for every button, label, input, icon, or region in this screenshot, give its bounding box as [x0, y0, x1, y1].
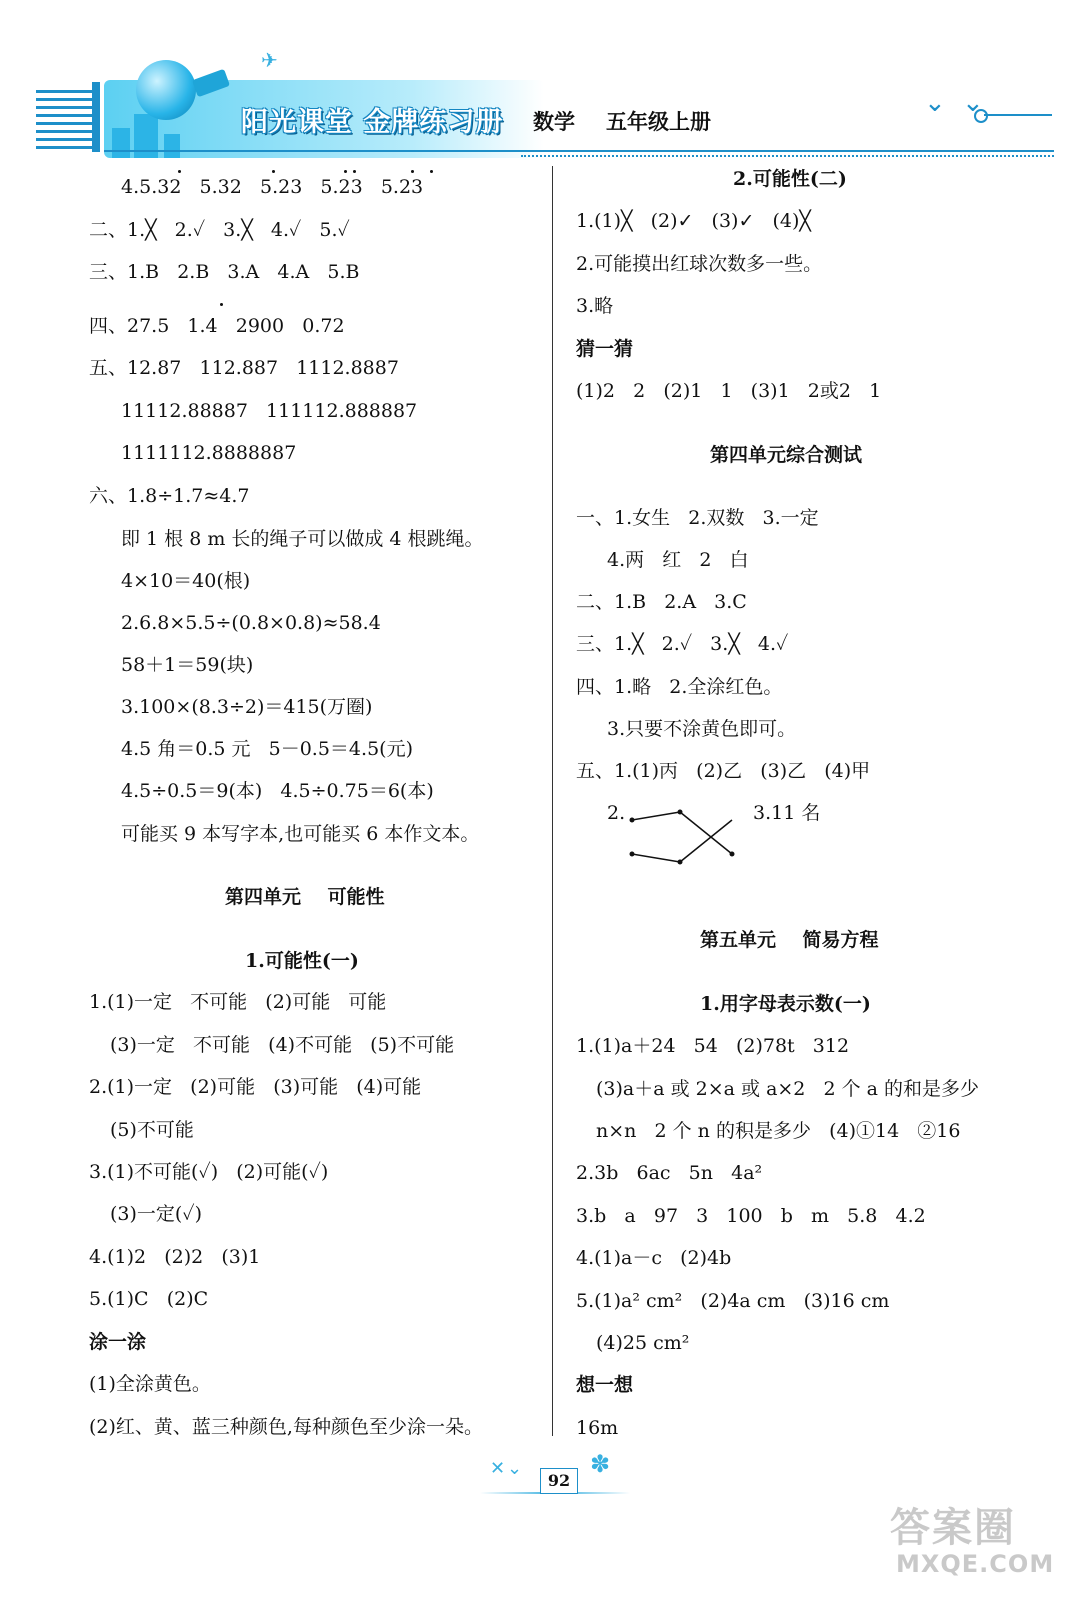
answer-line: 1111112.8888887 [121, 442, 297, 464]
section-heading: 1.用字母表示数(一) [700, 993, 871, 1015]
answer-line: (1)全涂黄色。 [89, 1373, 211, 1395]
globe-icon [136, 60, 196, 120]
answer-line: 二、1.B 2.A 3.C [576, 591, 747, 613]
ring-icon [974, 109, 988, 123]
watermark-text: 答案圈 [890, 1505, 1016, 1551]
answer-line: 3.b a 97 3 100 b m 5.8 4.2 [576, 1205, 926, 1227]
section-heading: 2.可能性(二) [733, 168, 847, 190]
answer-line: 58＋1＝59(块) [121, 654, 254, 676]
star-icon: ✕ [490, 1458, 506, 1479]
answer-line: 五、1.(1)丙 (2)乙 (3)乙 (4)甲 [576, 760, 871, 782]
repeating-dot [430, 170, 433, 173]
watermark-url: MXQE.COM [896, 1550, 1055, 1578]
birds-icon: ⌄ ⌄ [924, 88, 988, 118]
answer-line: 5.(1)C (2)C [89, 1288, 209, 1310]
column-divider [552, 166, 553, 1436]
answer-line: 4.两 红 2 白 [607, 549, 749, 571]
repeating-dot [353, 170, 356, 173]
answer-line: 4.5÷0.5＝9(本) 4.5÷0.75＝6(本) [121, 780, 434, 802]
repeating-dot [178, 170, 181, 173]
header-rule [104, 150, 1054, 152]
answer-line: 1.(1)a＋24 54 (2)78t 312 [576, 1035, 850, 1057]
palm-icon: ✽ [590, 1450, 611, 1478]
answer-line: n×n 2 个 n 的积是多少 (4)①14 ②16 [596, 1120, 961, 1142]
answer-line: (3)a＋a 或 2×a 或 a×2 2 个 a 的和是多少 [596, 1078, 980, 1100]
answer-line: (2)红、黄、蓝三种颜色,每种颜色至少涂一朵。 [89, 1416, 483, 1438]
answer-line: 4.5 角＝0.5 元 5－0.5＝4.5(元) [121, 738, 413, 760]
subsection-heading: 想一想 [576, 1374, 634, 1396]
building-shape [164, 134, 180, 158]
answer-line: 2.可能摸出红球次数多一些。 [576, 253, 823, 275]
unit-test-heading: 第四单元综合测试 [710, 444, 863, 466]
repeating-dot [272, 170, 275, 173]
page-number: 92 [540, 1468, 578, 1494]
paper-plane-icon: ✈ [261, 48, 278, 72]
section-heading: 1.可能性(一) [245, 950, 359, 972]
subject-label: 数学 [533, 109, 575, 134]
repeating-dot [344, 170, 347, 173]
answer-line: (5)不可能 [110, 1119, 194, 1141]
grade-label: 五年级上册 [606, 109, 711, 134]
watermark-logo [890, 1496, 1055, 1586]
answer-line: 四、1.略 2.全涂红色。 [576, 676, 783, 698]
header-tail-rule [984, 114, 1052, 116]
answer-line: 1.(1)╳ (2)✓ (3)✓ (4)╳ [576, 210, 811, 232]
repeating-dot [411, 170, 414, 173]
answer-line: 3.(1)不可能(✓) (2)可能(✓) [89, 1161, 329, 1183]
answer-line: 三、1.B 2.B 3.A 4.A 5.B [89, 261, 360, 283]
page-header [36, 48, 1036, 160]
answer-line: 5.(1)a² cm² (2)4a cm (3)16 cm [576, 1290, 890, 1312]
unit-heading: 第五单元 简易方程 [700, 929, 879, 951]
subsection-heading: 猜一猜 [576, 338, 634, 360]
answer-line: 3.100×(8.3÷2)＝415(万圈) [121, 696, 373, 718]
answer-line: 2.3b 6ac 5n 4a² [576, 1162, 763, 1184]
answer-line: (1)2 2 (2)1 1 (3)1 2或2 1 [576, 380, 882, 402]
header-stripes [36, 90, 92, 150]
answer-line: 1.(1)一定 不可能 (2)可能 可能 [89, 991, 387, 1013]
unit-heading: 第四单元 可能性 [225, 886, 385, 908]
answer-line: 六、1.8÷1.7≈4.7 [89, 485, 250, 507]
answer-line: 五、12.87 112.887 1112.8887 [89, 357, 399, 379]
building-shape [112, 128, 130, 158]
answer-line: 11112.88887 111112.888887 [121, 400, 418, 422]
answer-line: 3.11 名 [753, 802, 821, 824]
brand-title: 阳光课堂 金牌练习册 [241, 107, 504, 138]
answer-line: (3)一定(✓) [110, 1203, 202, 1225]
answer-line: 二、1.╳ 2.✓ 3.╳ 4.✓ 5.✓ [89, 219, 350, 241]
answer-line: 三、1.╳ 2.✓ 3.╳ 4.✓ [576, 633, 789, 655]
answer-line: 2. [607, 802, 626, 824]
answer-line: 4.5.32 5.32 5.23 5.23 5.23 [121, 176, 424, 198]
answer-line: 四、27.5 1.4 2900 0.72 [89, 315, 345, 337]
answer-line: 2.6.8×5.5÷(0.8×0.8)≈58.4 [121, 612, 381, 634]
answer-line: (4)25 cm² [596, 1332, 690, 1354]
answer-line: (3)一定 不可能 (4)不可能 (5)不可能 [110, 1034, 455, 1056]
answer-line: 4×10＝40(根) [121, 570, 251, 592]
header-dotted-rule [521, 155, 1054, 157]
subsection-heading: 涂一涂 [89, 1331, 147, 1353]
answer-line: 一、1.女生 2.双数 3.一定 [576, 507, 819, 529]
answer-line: 即 1 根 8 m 长的绳子可以做成 4 根跳绳。 [121, 528, 484, 550]
bird-icon: ⌄ [507, 1458, 523, 1479]
matching-lines-diagram [620, 806, 745, 868]
answer-line: 3.只要不涂黄色即可。 [607, 718, 797, 740]
answer-line: 4.(1)2 (2)2 (3)1 [89, 1246, 261, 1268]
answer-line: 2.(1)一定 (2)可能 (3)可能 (4)可能 [89, 1076, 422, 1098]
answer-line: 3.略 [576, 295, 614, 317]
answer-line: 4.(1)a－c (2)4b [576, 1247, 732, 1269]
answer-line: 可能买 9 本写字本,也可能买 6 本作文本。 [121, 823, 480, 845]
header-bar [92, 82, 100, 152]
repeating-dot [220, 303, 223, 306]
answer-line: 16m [576, 1417, 619, 1439]
